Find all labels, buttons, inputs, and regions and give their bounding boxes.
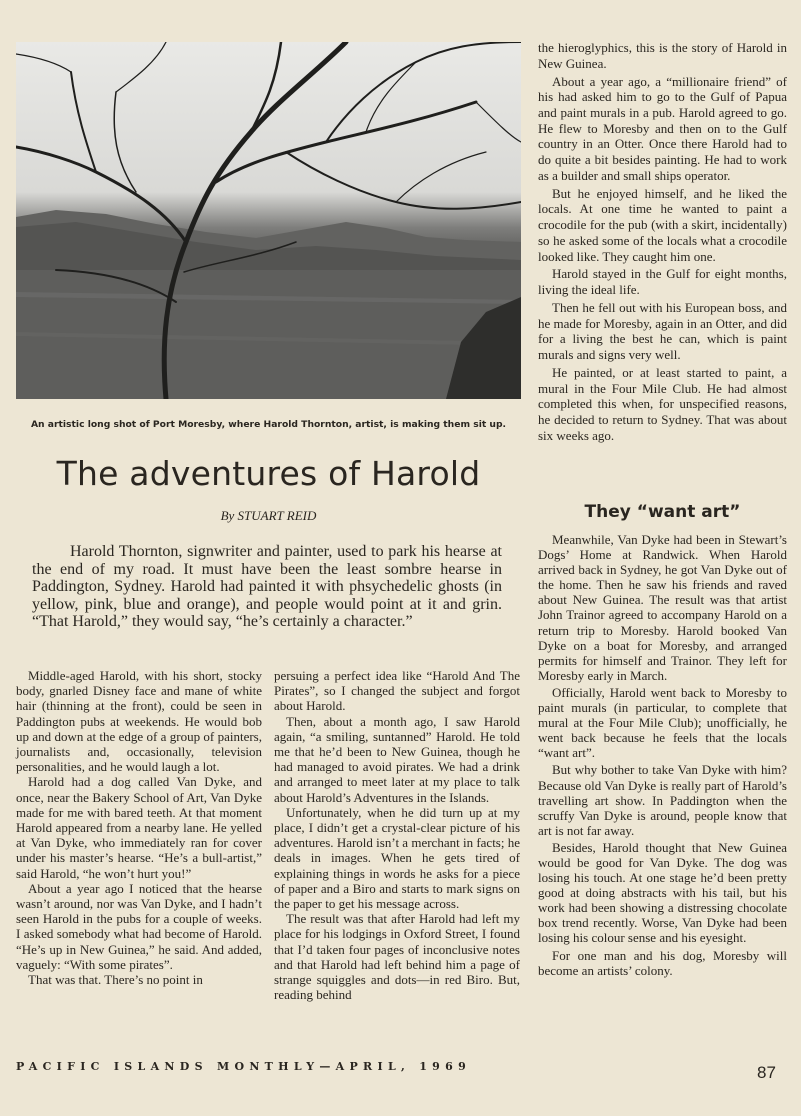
- paragraph: About a year ago, a “millionaire friend” of his had asked him to go to the Gulf of Papua and paint murals in a pub. Harold agreed to go. He flew to Moresby and then on to the Gulf country in an Otter. Once there Harold had to do quite a bit besides painting. He had to work as a builder and small ships operator.: [538, 73, 787, 183]
- article-title: The adventures of Harold: [56, 454, 481, 493]
- paragraph: Officially, Harold went back to Moresby to paint murals (in particular, to complete that mural at the Four Mile Club); unofficially, he went back because he feels that the locals “want art”.: [538, 684, 787, 761]
- paragraph: For one man and his dog, Moresby will become an artists’ colony.: [538, 947, 787, 978]
- paragraph: But he enjoyed himself, and he liked the locals. At one time he wanted to paint a crocodile for the pub (with a skirt, incidentally) so he asked some of the locals what a crocodile looked like. They caught him one.: [538, 185, 787, 264]
- column-3-top: [538, 40, 787, 446]
- photo-caption: An artistic long shot of Port Moresby, where Harold Thornton, artist, is making them sit up.: [30, 419, 507, 430]
- paragraph: the hieroglyphics, this is the story of Harold in New Guinea.: [538, 40, 787, 71]
- intro-paragraph: Harold Thornton, signwriter and painter, used to park his hearse at the end of my road. It must have been the least sombre hearse in Paddington, Sydney. Harold had painted it with phsychedelic ghosts (in yellow, pink, blue and orange), and people would point at it and grin. “That Harold,” they would say, “he’s certainly a character.”: [32, 543, 502, 631]
- paragraph: But why bother to take Van Dyke with him? Because old Van Dyke is really part of Harold’s travelling art show. In Paddington when the scruffy Van Dyke is around, people know that art is not far away.: [538, 762, 787, 838]
- paragraph: persuing a perfect idea like “Harold And The Pirates”, so I changed the subject and forgot about Harold.: [274, 668, 520, 714]
- paragraph: Meanwhile, Van Dyke had been in Stewart’s Dogs’ Home at Randwick. When Harold arrived back in Sydney, he got Van Dyke out of the home. Then he saw his friends and raved about New Guinea. The result was that artist John Trainor agreed to accompany Harold on a return trip to Moresby. Harold booked Van Dyke on a boat for Moresby, and arranged permits for himself and Trainor. They left for Moresby early in March.: [538, 532, 787, 683]
- paragraph: Unfortunately, when he did turn up at my place, I didn’t get a crystal-clear picture of his adventures. Harold isn’t a merchant in facts; he deals in images. When he gets tired of explaining things in words he asks for a piece of paper and a Biro and starts to mark signs on the paper to get his message across.: [274, 804, 520, 912]
- page-number: 87: [757, 1063, 776, 1082]
- column-2: [274, 668, 520, 1002]
- paragraph: About a year ago I noticed that the hearse wasn’t around, nor was Van Dyke, and I hadn’t seen Harold in the pubs for a couple of weeks. I asked somebody what had become of Harold. “He’s up in New Guinea,” he said. And added, vaguely: “With some pirates”.: [16, 880, 262, 972]
- paragraph: Middle-aged Harold, with his short, stocky body, gnarled Disney face and mane of white hair (thinning at the front), could be seen in Paddington pubs at weekends. He would bob up and down at the edge of a group of painters, journalists and, occasionally, television personalities, and he would laugh a lot.: [16, 668, 262, 775]
- port-moresby-photo: [16, 42, 521, 399]
- paragraph: The result was that after Harold had left my place for his lodgings in Oxford Street, I found that I’d taken four pages of inconclusive notes and that Harold had left behind him a page of strange squiggles and dots—in red Biro. But, reading behind: [274, 911, 520, 1003]
- section-subhead: They “want art”: [584, 502, 741, 522]
- paragraph: That was that. There’s no point in: [28, 972, 203, 988]
- magazine-footer: PACIFIC ISLANDS MONTHLY—APRIL, 1969: [16, 1060, 472, 1073]
- column-3-bottom: [538, 532, 787, 980]
- paragraph: Then, about a month ago, I saw Harold again, “a smiling, suntanned” Harold. He told me that he’d been to New Guinea, though he had managed to avoid pirates. We had a drink and arranged to meet later at my place to talk about Harold’s Adventures in the Islands.: [274, 713, 520, 805]
- landscape-illustration: [16, 42, 521, 399]
- paragraph: Harold had a dog called Van Dyke, and once, near the Bakery School of Art, Van Dyke made for me with bared teeth. At that moment Harold appeared from a nearby lane. He yelled at Van Dyke, who immediately ran for cover under his master’s hearse. “He’s a bull-artist,” said Harold, “he won’t hurt you!”: [16, 774, 262, 881]
- column-1: [16, 668, 262, 987]
- byline: By STUART REID: [220, 508, 317, 523]
- paragraph: He painted, or at least started to paint, a mural in the Four Mile Club. He had almost completed this when, for unspecified reasons, he decided to return to Sydney. That was about six weeks ago.: [538, 365, 787, 443]
- paragraph: Besides, Harold thought that New Guinea would be good for Van Dyke. The dog was losing his touch. At one stage he’d been pretty good at doing abstracts with his tail, but his work had been showing a distressing chocolate box trend recently. Worse, Van Dyke had been losing his colour sense and his eyesight.: [538, 839, 787, 946]
- paragraph: Then he fell out with his European boss, and he made for Moresby, again in an Otter, and did for a living the best he can, which is paint murals and signs very well.: [538, 300, 787, 363]
- paragraph: Harold stayed in the Gulf for eight months, living the ideal life.: [538, 266, 787, 298]
